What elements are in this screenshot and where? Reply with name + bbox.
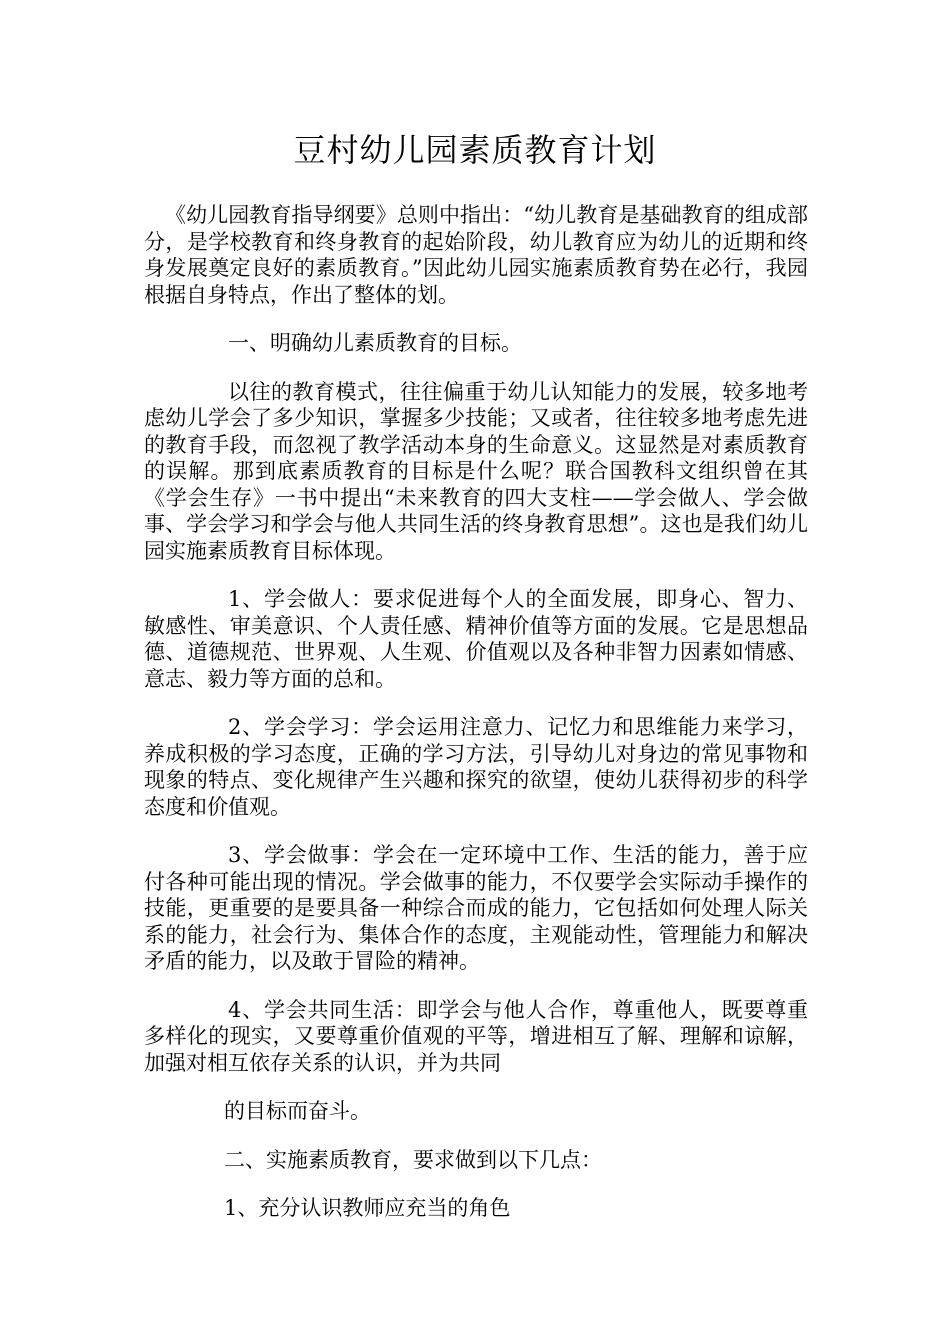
continuation-line: 的目标而奋斗。 <box>224 1099 371 1123</box>
list-item-learn-to-learn: 2、学会学习：学会运用注意力、记忆力和思维能力来学习，养成积极的学习态度，正确的学习方法，引导幼儿对身边的常见事物和现象的特点、变化规律产生兴趣和探究的欲望，使幼儿获得初步的科学态度和价值观。 <box>144 715 808 819</box>
list-item-learn-to-be: 1、学会做人：要求促进每个人的全面发展，即身心、智力、敏感性、审美意识、个人责任感、精神价值等方面的发展。它是思想品德、道德规范、世界观、人生观、价值观以及各种非智力因素如情感、意志、毅力等方面的总和。 <box>144 587 808 691</box>
section-heading-2: 二、实施素质教育，要求做到以下几点： <box>224 1147 602 1172</box>
body-paragraph-goals: 以往的教育模式，往往偏重于幼儿认知能力的发展，较多地考虑幼儿学会了多少知识，掌握多少技能；又或者，往往较多地考虑先进的教育手段，而忽视了教学活动本身的生命意义。这显然是对素质教育的误解。那到底素质教育的目标是什么呢？联合国教科文组织曾在其《学会生存》一书中提出“未来教育的四大支柱——学会做人、学会做事、学会学习和学会与他人共同生活的终身教育思想”。这也是我们幼儿园实施素质教育目标体现。 <box>144 379 808 563</box>
sub-heading-teacher-role: 1、充分认识教师应充当的角色 <box>224 1196 511 1220</box>
list-item-learn-to-live-together: 4、学会共同生活：即学会与他人合作，尊重他人，既要尊重多样化的现实，又要尊重价值观的平等，增进相互了解、理解和谅解，加强对相互依存关系的认识，并为共同 <box>144 997 808 1075</box>
document-body <box>144 202 808 1244</box>
intro-paragraph: 《幼儿园教育指导纲要》总则中指出：“幼儿教育是基础教育的组成部分，是学校教育和终身教育的起始阶段，幼儿教育应为幼儿的近期和终身发展奠定良好的素质教育。”因此幼儿园实施素质教育势在必行，我园根据自身特点，作出了整体的划。 <box>144 203 808 307</box>
section-heading-1: 一、明确幼儿素质教育的目标。 <box>228 331 522 355</box>
list-item-learn-to-do: 3、学会做事：学会在一定环境中工作、生活的能力，善于应付各种可能出现的情况。学会做事的能力，不仅要学会实际动手操作的技能，更重要的是要具备一种综合而成的能力，它包括如何处理人际关系的能力，社会行为、集体合作的态度，主观能动性，管理能力和解决矛盾的能力，以及敢于冒险的精神。 <box>144 843 808 973</box>
document-title: 豆村幼儿园素质教育计划 <box>293 131 657 169</box>
